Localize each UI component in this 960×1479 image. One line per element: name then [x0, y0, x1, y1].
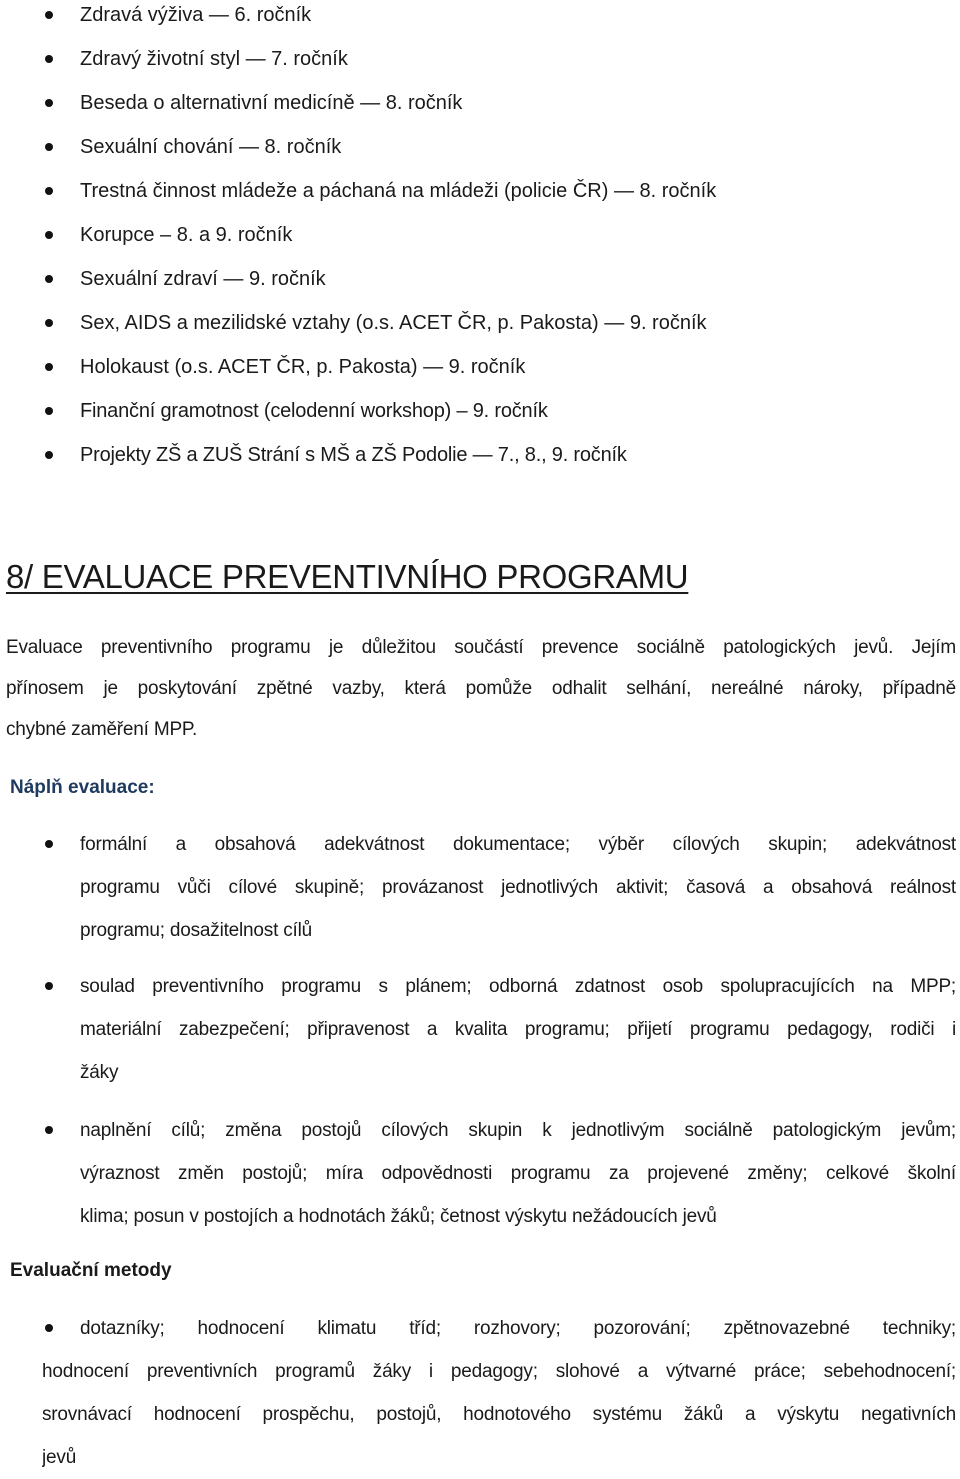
list-item: Trestná činnost mládeže a páchaná na mládeži (policie ČR) — 8. ročník	[80, 176, 716, 206]
list-item: Sex, AIDS a mezilidské vztahy (o.s. ACET ČR, p. Pakosta) — 9. ročník	[80, 308, 707, 338]
list-item: Korupce – 8. a 9. ročník	[80, 220, 292, 250]
bullet-icon	[45, 99, 53, 107]
methods-item	[42, 1307, 956, 1479]
section-heading: 8/ EVALUACE PREVENTIVNÍHO PROGRAMU	[6, 558, 689, 595]
bullet-icon	[45, 187, 53, 195]
list-item: Sexuální chování — 8. ročník	[80, 132, 341, 162]
bullet-icon	[45, 275, 53, 283]
bullet-icon	[45, 231, 53, 239]
bullet-icon	[45, 1324, 53, 1332]
bullet-icon	[45, 363, 53, 371]
bullet-icon	[45, 840, 53, 848]
list-item	[80, 965, 956, 1094]
item-line: materiální zabezpečení; připravenost a kvalita programu; přijetí programu pedagogy, rodiči i	[80, 1019, 956, 1040]
bullet-icon	[45, 982, 53, 990]
item-line: klima; posun v postojích a hodnotách žáků; četnost výskytu nežádoucích jevů	[80, 1206, 717, 1227]
bullet-icon	[45, 11, 53, 19]
bullet-icon	[45, 55, 53, 63]
item-line: programu; dosažitelnost cílů	[80, 920, 313, 941]
intro-paragraph	[6, 627, 956, 750]
bullet-icon	[45, 451, 53, 459]
item-line: programu vůči cílové skupině; provázanost jednotlivých aktivit; časová a obsahová reálnost	[80, 877, 956, 898]
methods-line: jevů	[42, 1447, 77, 1468]
list-item	[80, 1109, 956, 1238]
item-line: výraznost změn postojů; míra odpovědnosti programu za projevené změny; celkové školní	[80, 1163, 956, 1184]
bullet-icon	[45, 407, 53, 415]
item-line: soulad preventivního programu s plánem; odborná zdatnost osob spolupracujících na MPP;	[80, 976, 956, 997]
bullet-icon	[45, 143, 53, 151]
item-line: formální a obsahová adekvátnost dokumentace; výběr cílových skupin; adekvátnost	[80, 834, 956, 855]
list-item: Zdravá výživa — 6. ročník	[80, 0, 311, 30]
intro-line: chybné zaměření MPP.	[6, 719, 198, 740]
list-item: Projekty ZŠ a ZUŠ Strání s MŠ a ZŠ Podolie — 7., 8., 9. ročník	[80, 440, 627, 470]
methods-line: hodnocení preventivních programů žáky i pedagogy; slohové a výtvarné práce; sebehodnocení;	[42, 1361, 956, 1382]
list-item: Sexuální zdraví — 9. ročník	[80, 264, 326, 294]
list-item: Beseda o alternativní medicíně — 8. ročník	[80, 88, 462, 118]
item-line: naplnění cílů; změna postojů cílových skupin k jednotlivým sociálně patologickým jevům;	[80, 1120, 956, 1141]
methods-line: srovnávací hodnocení prospěchu, postojů, hodnotového systému žáků a výskytu negativních	[42, 1404, 956, 1425]
bullet-icon	[45, 1126, 53, 1134]
list-item	[80, 823, 956, 952]
intro-line: přínosem je poskytování zpětné vazby, která pomůže odhalit selhání, nereálné nároky, případně	[6, 678, 956, 699]
content-label: Náplň evaluace:	[10, 777, 155, 798]
bullet-icon	[45, 319, 53, 327]
intro-line: Evaluace preventivního programu je důležitou součástí prevence sociálně patologických jevů. Jejím	[6, 637, 956, 658]
methods-label: Evaluační metody	[10, 1260, 172, 1281]
methods-line: dotazníky; hodnocení klimatu tříd; rozhovory; pozorování; zpětnovazebné techniky;	[80, 1318, 956, 1339]
list-item: Zdravý životní styl — 7. ročník	[80, 44, 348, 74]
item-line: žáky	[80, 1062, 119, 1083]
list-item: Holokaust (o.s. ACET ČR, p. Pakosta) — 9. ročník	[80, 352, 525, 382]
list-item: Finanční gramotnost (celodenní workshop) – 9. ročník	[80, 396, 548, 426]
